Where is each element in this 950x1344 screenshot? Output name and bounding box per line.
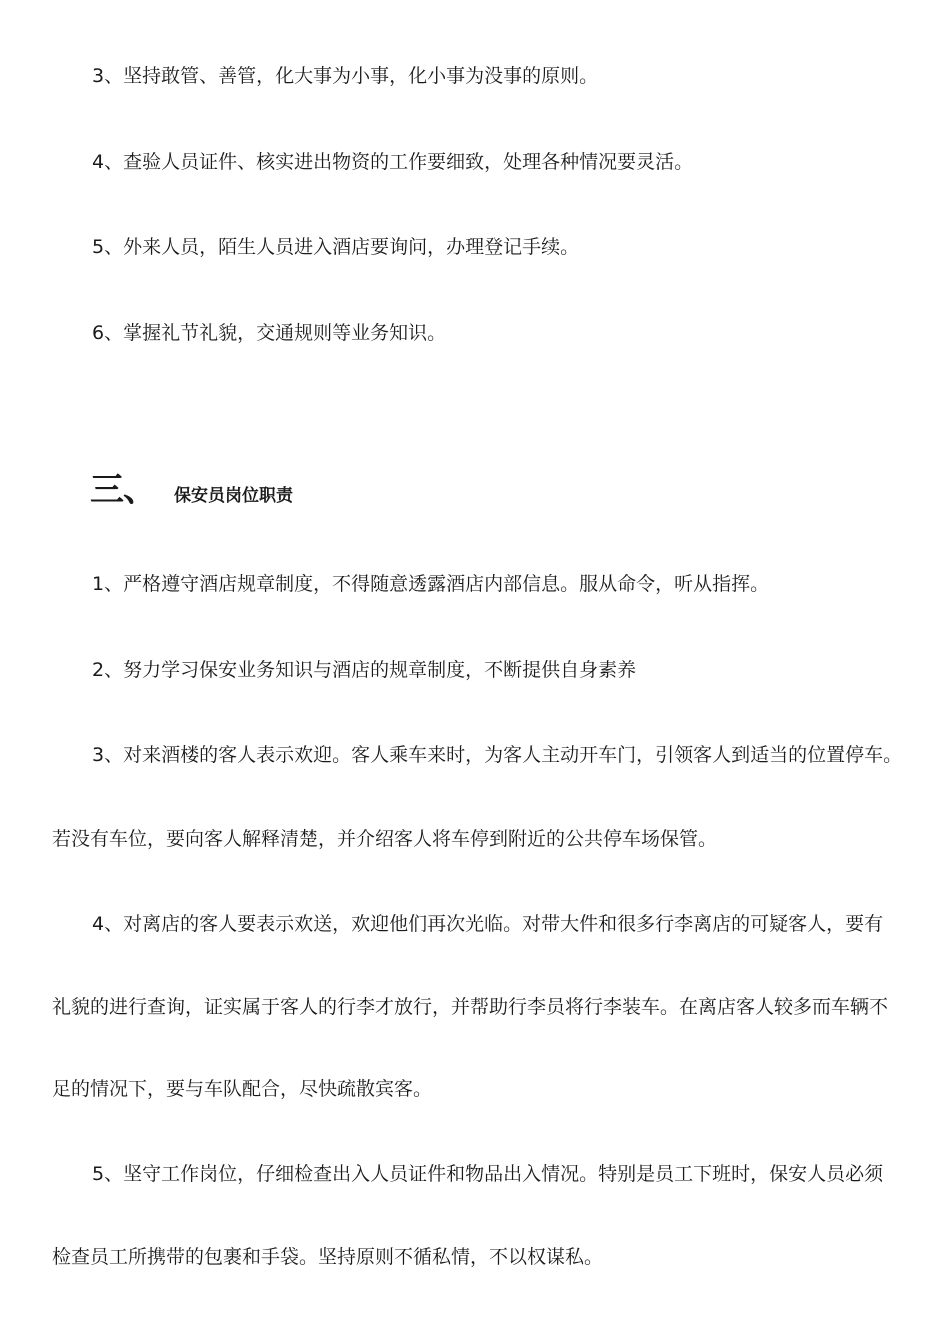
section-title: 保安员岗位职责 [174, 486, 293, 506]
list-item: 4、查验人员证件、核实进出物资的工作要细致，处理各种情况要灵活。 [92, 151, 694, 173]
list-item: 2、努力学习保安业务知识与酒店的规章制度，不断提供自身素养 [92, 659, 637, 681]
list-item: 3、对来酒楼的客人表示欢迎。客人乘车来时，为客人主动开车门，引领客人到适当的位置停车。 [92, 744, 903, 766]
section-number: 三、 [90, 470, 156, 510]
list-item: 6、掌握礼节礼貌，交通规则等业务知识。 [92, 322, 447, 344]
list-item: 3、坚持敢管、善管，化大事为小事，化小事为没事的原则。 [92, 65, 599, 87]
section-heading [90, 470, 293, 510]
list-item-continuation: 礼貌的进行查询，证实属于客人的行李才放行，并帮助行李员将行李装车。在离店客人较多而车辆不 [52, 996, 889, 1018]
list-item-continuation: 若没有车位，要向客人解释清楚，并介绍客人将车停到附近的公共停车场保管。 [52, 828, 718, 850]
list-item-continuation: 足的情况下，要与车队配合，尽快疏散宾客。 [52, 1078, 433, 1100]
list-item: 5、坚守工作岗位，仔细检查出入人员证件和物品出入情况。特别是员工下班时，保安人员必须 [92, 1163, 884, 1185]
list-item-continuation: 检查员工所携带的包裹和手袋。坚持原则不循私情，不以权谋私。 [52, 1246, 604, 1268]
list-item: 5、外来人员，陌生人员进入酒店要询问，办理登记手续。 [92, 236, 580, 258]
list-item: 1、严格遵守酒店规章制度，不得随意透露酒店内部信息。服从命令，听从指挥。 [92, 573, 770, 595]
list-item: 4、对离店的客人要表示欢送，欢迎他们再次光临。对带大件和很多行李离店的可疑客人，要有 [92, 913, 884, 935]
